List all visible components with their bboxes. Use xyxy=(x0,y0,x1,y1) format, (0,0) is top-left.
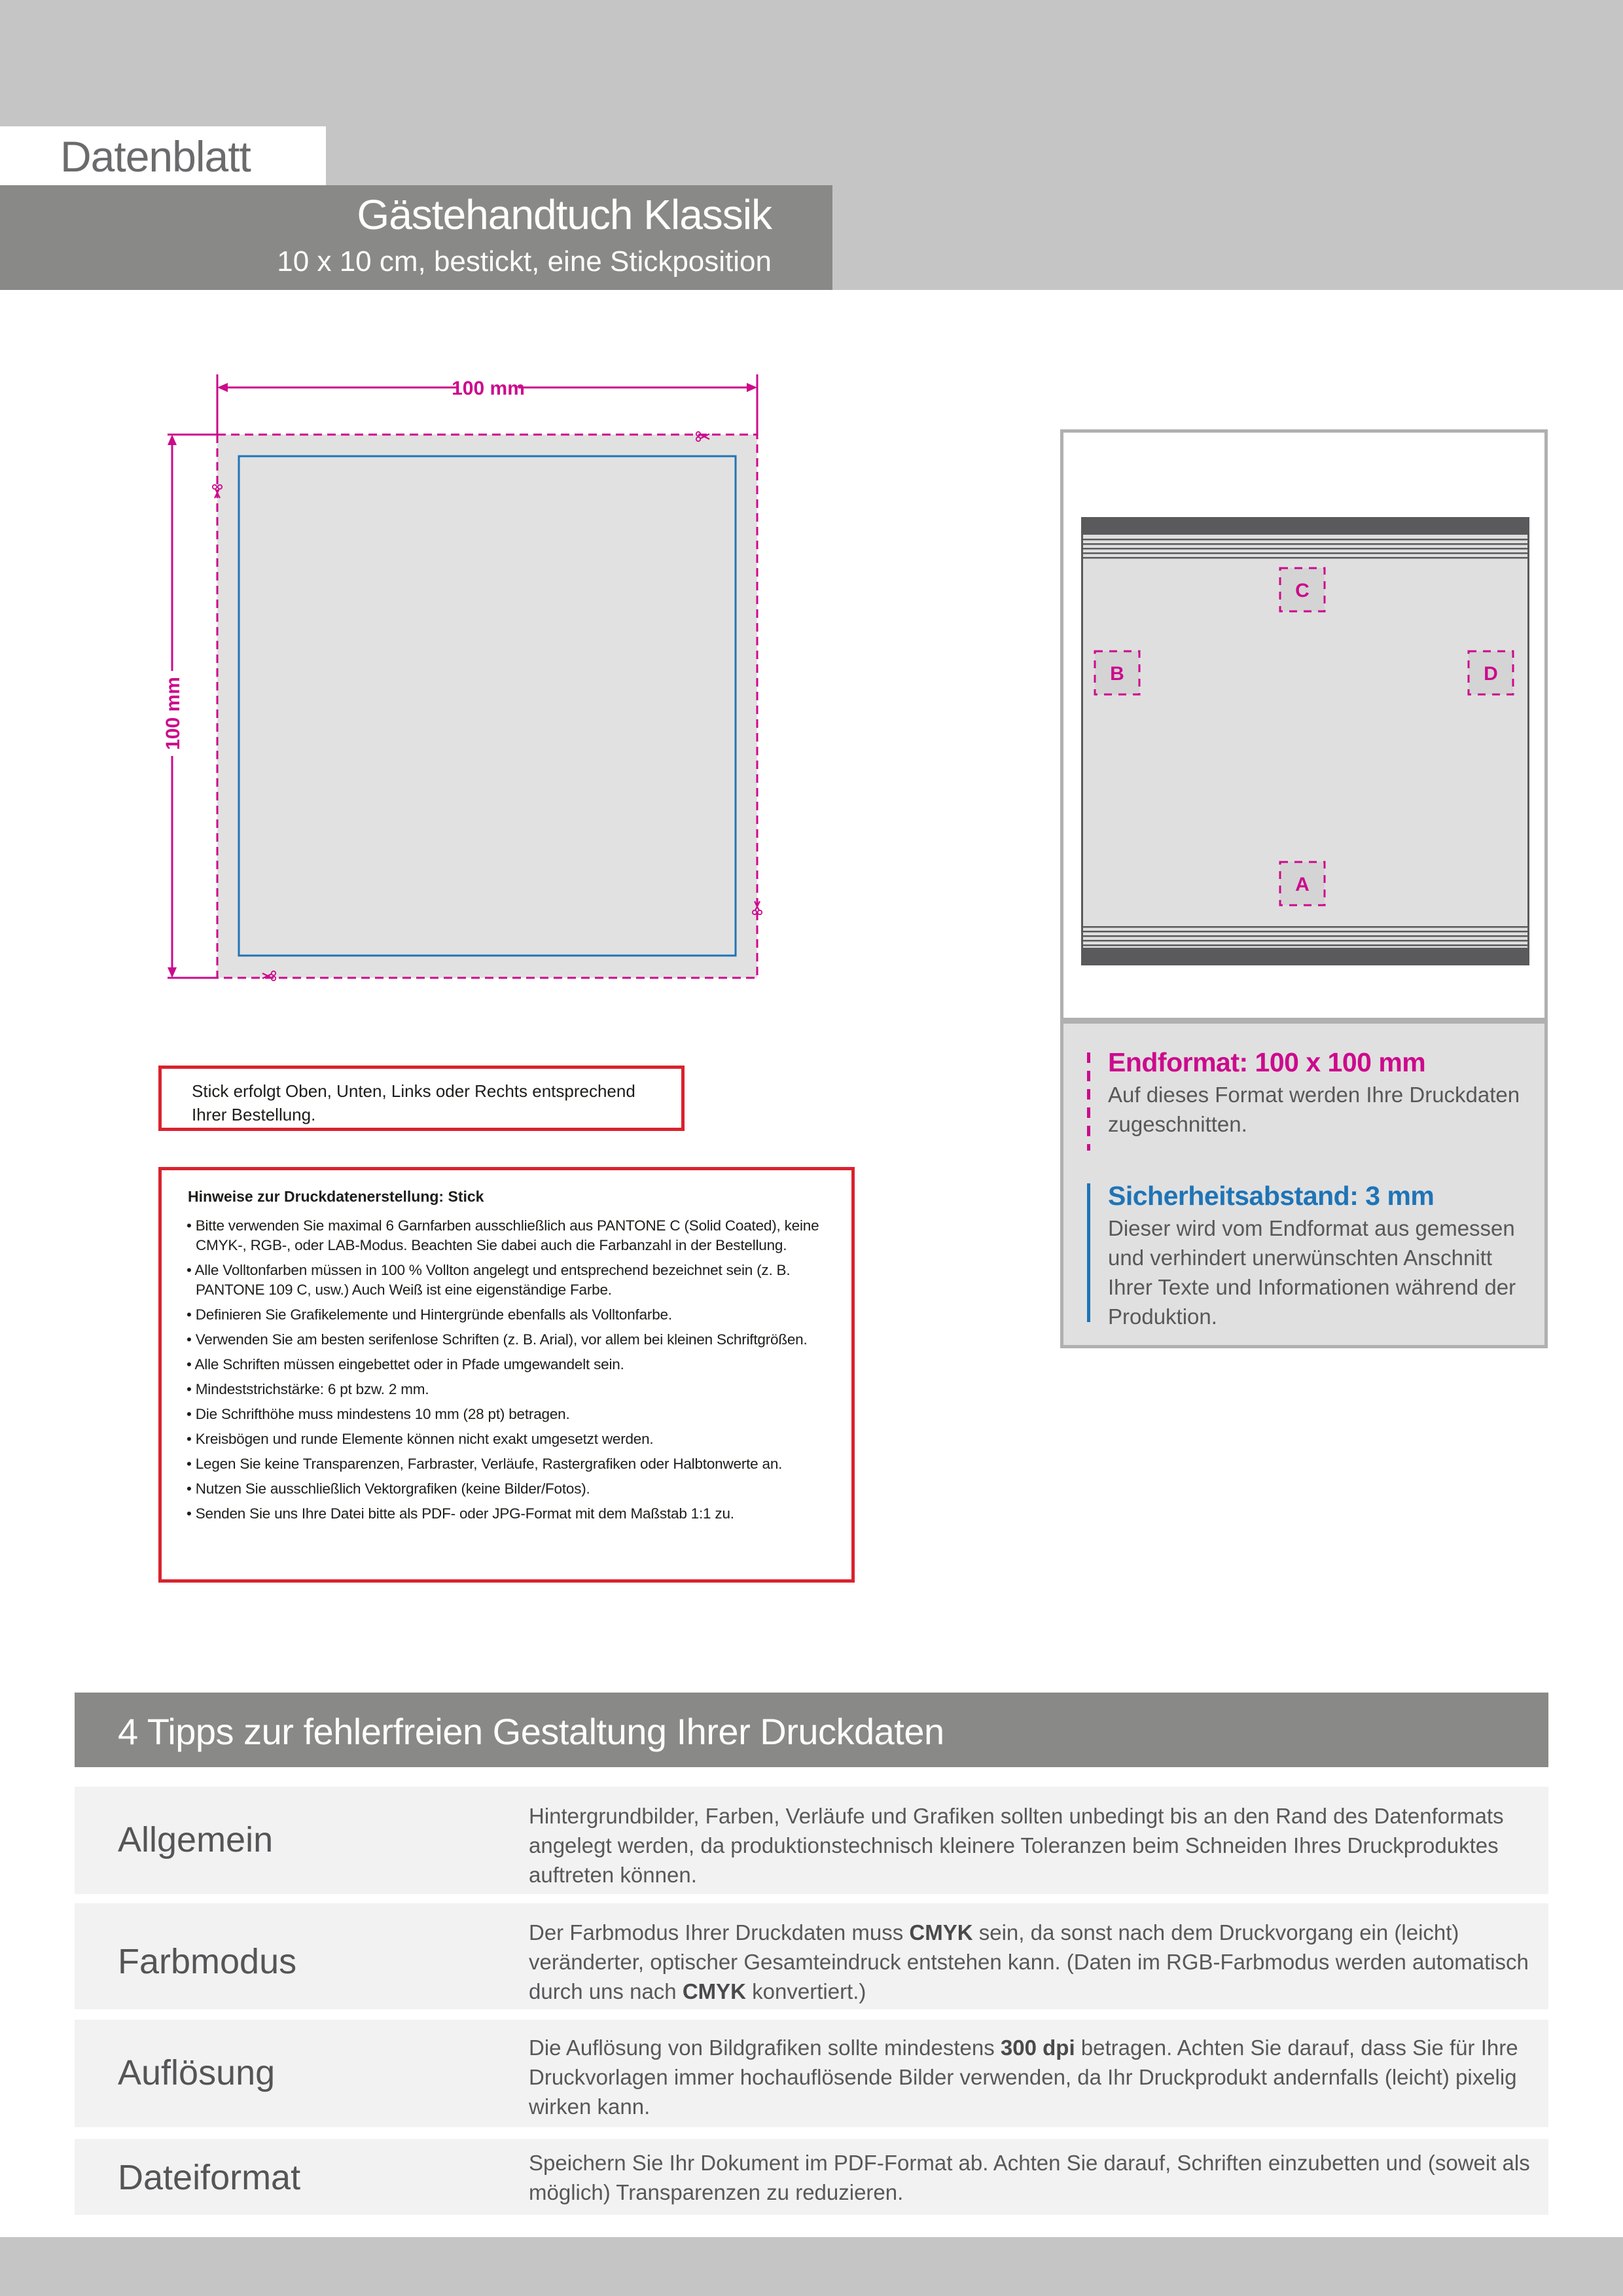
tip-text-emphasis: CMYK xyxy=(909,1920,973,1945)
safety-text: Dieser wird vom Endformat aus gemessen und verhindert unerwünschten Anschnitt Ihrer Texte und Informationen während der Produktion. xyxy=(1108,1216,1516,1329)
arrow-right-icon xyxy=(747,383,757,392)
hint-item: • Verwenden Sie am besten serifenlose Schriften (z. B. Arial), vor allem bei kleinen Schriftgrößen. xyxy=(187,1330,828,1350)
tip-text xyxy=(529,1918,1530,2006)
endformat-title: Endformat: 100 x 100 mm xyxy=(1108,1047,1426,1077)
hint-item: • Definieren Sie Grafikelemente und Hintergründe ebenfalls als Volltonfarbe. xyxy=(187,1305,828,1325)
hint-item: • Alle Volltonfarben müssen in 100 % Vollton angelegt und entsprechend bezeichnet sein (z. B. PANTONE 109 C, usw.) Auch Weiß ist eine eigenständige Farbe. xyxy=(187,1261,828,1300)
endformat-text: Auf dieses Format werden Ihre Druckdaten zugeschnitten. xyxy=(1108,1083,1520,1136)
tip-row xyxy=(75,1903,1548,2009)
height-label: 100 mm xyxy=(162,677,184,750)
tip-text xyxy=(529,2148,1530,2207)
tip-text-emphasis: CMYK xyxy=(682,1979,746,2003)
hints-list xyxy=(187,1216,828,1529)
width-label: 100 mm xyxy=(452,378,525,399)
hint-item: • Kreisbögen und runde Elemente können nicht exakt umgesetzt werden. xyxy=(187,1429,828,1449)
tip-text-part: Der Farbmodus Ihrer Druckdaten muss xyxy=(529,1920,910,1945)
tip-text-part: sein, da sonst nach dem Druckvorgang ein (leicht) veränderter, optischer Gesamteindruck entstehen kann. (Daten im RGB-Farbmodus werden automatisch durch uns nach xyxy=(529,1920,1529,2003)
tip-text-part: Hintergrundbilder, Farben, Verläufe und Grafiken sollten unbedingt bis an den Rand des Datenformats angelegt werden, da produktionstechnisch kleinere Toleranzen beim Schneiden Ihres Druckproduktes auftreten können. xyxy=(529,1804,1504,1887)
doc-type-text: Datenblatt xyxy=(60,132,251,181)
tip-row xyxy=(75,1787,1548,1894)
safety-title: Sicherheitsabstand: 3 mm xyxy=(1108,1181,1435,1211)
embroidery-note-text: Stick erfolgt Oben, Unten, Links oder Rechts entsprechend Ihrer Bestellung. xyxy=(192,1081,635,1124)
safety-marker xyxy=(1087,1183,1090,1322)
embroidery-position-a xyxy=(1280,862,1325,905)
hint-item: • Mindeststrichstärke: 6 pt bzw. 2 mm. xyxy=(187,1380,828,1399)
endformat-info xyxy=(1087,1047,1532,1152)
position-label: A xyxy=(1295,874,1310,895)
tip-text-part: Speichern Sie Ihr Dokument im PDF-Format ab. Achten Sie darauf, Schriften einzubetten und (soweit als möglich) Transparenzen zu reduzieren. xyxy=(529,2151,1530,2204)
hints-title: Hinweise zur Druckdatenerstellung: Stick xyxy=(188,1188,484,1205)
tip-row xyxy=(75,2020,1548,2127)
tips-heading: 4 Tipps zur fehlerfreien Gestaltung Ihrer Druckdaten xyxy=(118,1711,944,1752)
embroidery-position-c xyxy=(1280,568,1325,611)
footer-band xyxy=(0,2237,1623,2296)
arrow-down-icon xyxy=(168,967,177,978)
product-title: Gästehandtuch Klassik xyxy=(357,191,772,238)
format-info-panel xyxy=(1060,1020,1548,1348)
tip-text xyxy=(529,2033,1530,2121)
embroidery-position-b xyxy=(1095,651,1139,694)
arrow-left-icon xyxy=(217,383,228,392)
title-banner xyxy=(0,185,832,290)
height-dimension xyxy=(162,435,217,978)
hint-item: • Legen Sie keine Transparenzen, Farbraster, Verläufe, Rastergrafiken oder Halbtonwerte an. xyxy=(187,1454,828,1474)
endformat-marker xyxy=(1087,1052,1090,1151)
tip-label: Auflösung xyxy=(118,2053,276,2092)
towel-illustration xyxy=(1081,517,1529,965)
product-subtitle: 10 x 10 cm, bestickt, eine Stickposition xyxy=(277,245,772,278)
tip-label: Dateiformat xyxy=(118,2158,301,2197)
safety-info xyxy=(1087,1181,1532,1329)
tips-header xyxy=(75,1693,1548,1767)
hint-item: • Senden Sie uns Ihre Datei bitte als PDF- oder JPG-Format mit dem Maßstab 1:1 zu. xyxy=(187,1504,828,1524)
tip-text-emphasis: 300 dpi xyxy=(1000,2036,1075,2060)
hint-item: • Bitte verwenden Sie maximal 6 Garnfarben ausschließlich aus PANTONE C (Solid Coated), keine CMYK-, RGB-, oder LAB-Modus. Beachten Sie dabei auch die Farbanzahl in der Bestellung. xyxy=(187,1216,828,1255)
embroidery-position-d xyxy=(1469,651,1513,694)
tip-text-part: konvertiert.) xyxy=(746,1979,866,2003)
hint-item: • Die Schrifthöhe muss mindestens 10 mm (28 pt) betragen. xyxy=(187,1405,828,1424)
hint-item: • Nutzen Sie ausschließlich Vektorgrafiken (keine Bilder/Fotos). xyxy=(187,1479,828,1499)
position-label: C xyxy=(1295,580,1310,601)
arrow-up-icon xyxy=(168,435,177,445)
hint-item: • Alle Schriften müssen eingebettet oder in Pfade umgewandelt sein. xyxy=(187,1355,828,1374)
width-dimension xyxy=(217,374,757,435)
format-drawing xyxy=(157,373,785,988)
tip-text-part: betragen. Achten Sie darauf, dass Sie für Ihre Druckvorlagen immer hochauflösende Bilder verwenden, da Ihr Druckprodukt andernfalls (leicht) pixelig wirken kann. xyxy=(529,2036,1518,2119)
hints-box xyxy=(158,1167,855,1583)
tip-label: Farbmodus xyxy=(118,1942,297,1981)
position-label: B xyxy=(1110,663,1124,685)
position-label: D xyxy=(1484,663,1498,685)
tip-text xyxy=(529,1801,1530,1890)
tip-text-part: Die Auflösung von Bildgrafiken sollte mindestens xyxy=(529,2036,1001,2060)
tip-label: Allgemein xyxy=(118,1820,274,1859)
tip-row xyxy=(75,2139,1548,2215)
embroidery-note xyxy=(158,1066,685,1131)
doc-type-label xyxy=(0,126,326,185)
